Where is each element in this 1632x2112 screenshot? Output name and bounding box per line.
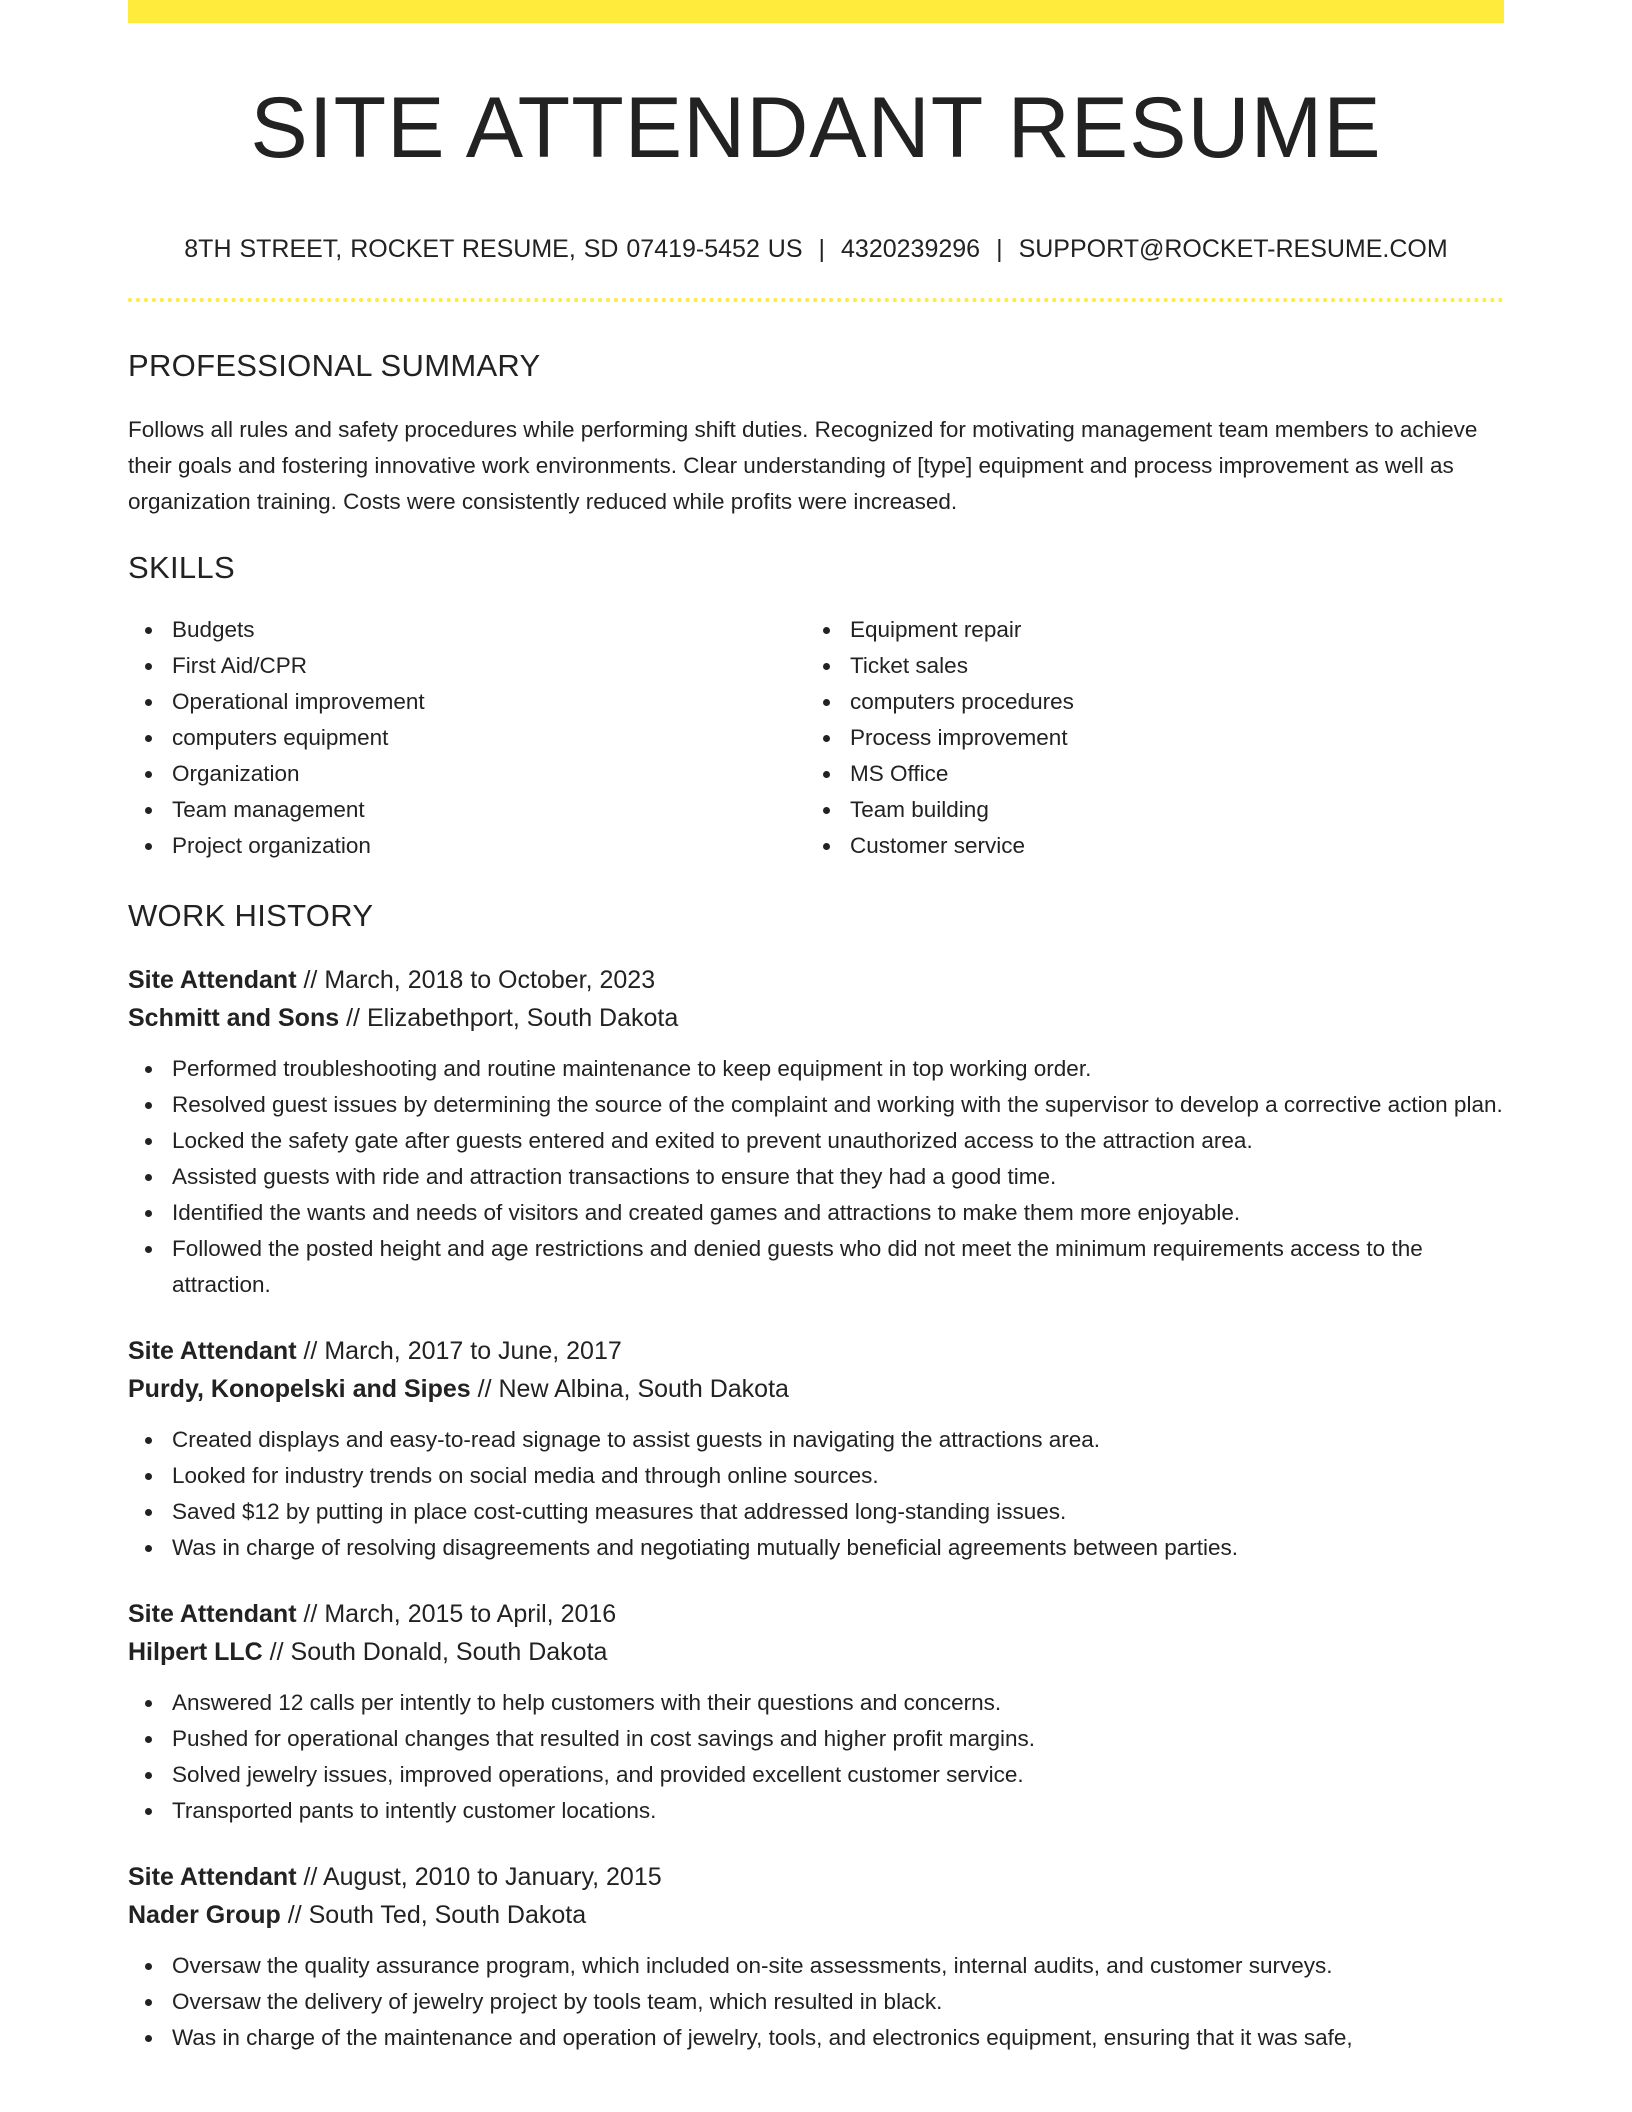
resume-title: SITE ATTENDANT RESUME [250,80,1382,176]
job-company: Schmitt and Sons [128,1004,340,1032]
duty-item: Pushed for operational changes that resulted in cost savings and higher profit margins. [128,1721,1504,1757]
skill-item: First Aid/CPR [128,648,806,684]
job-company: Purdy, Konopelski and Sipes [128,1375,471,1403]
job-divider: // [346,1004,360,1032]
job-title: Site Attendant [128,1863,297,1891]
job-divider: // [269,1638,284,1666]
duty-item: Oversaw the quality assurance program, which included on-site assessments, internal audits, and customer surveys. [128,1948,1504,1984]
job-location: South Donald, South Dakota [290,1638,608,1666]
job-entry [128,1332,1504,1566]
duty-item: Looked for industry trends on social media and through online sources. [128,1458,1504,1494]
job-divider: // [303,1863,318,1891]
top-accent-bar [128,0,1504,23]
duty-item: Identified the wants and needs of visitors and created games and attractions to make them more enjoyable. [128,1195,1504,1231]
job-duties [128,1948,1504,2056]
job-entry [128,1595,1504,1829]
work-history-heading: WORK HISTORY [128,898,374,933]
duty-item: Assisted guests with ride and attraction transactions to ensure that they had a good time. [128,1159,1504,1195]
skill-item: Ticket sales [806,648,1484,684]
contact-email: SUPPORT@ROCKET-RESUME.COM [1018,235,1448,263]
duty-item: Transported pants to intently customer locations. [128,1793,1504,1829]
job-company-line [128,1370,1504,1408]
duty-item: Locked the safety gate after guests entered and exited to prevent unauthorized access to the attraction area. [128,1123,1504,1159]
job-divider: // [287,1901,302,1929]
skill-item: computers equipment [128,720,806,756]
job-entry [128,1858,1504,2056]
job-title-line [128,1332,1504,1370]
skill-item: MS Office [806,756,1484,792]
job-dates: March, 2017 to June, 2017 [324,1337,622,1365]
skill-item: Project organization [128,828,806,864]
job-company-line [128,1896,1504,1934]
skills-heading: SKILLS [128,550,235,585]
contact-separator: | [996,235,1003,263]
skills-list [128,612,1504,864]
job-company-line [128,999,1504,1037]
job-location: Elizabethport, South Dakota [366,1004,679,1032]
job-location: New Albina, South Dakota [498,1375,789,1403]
duty-item: Was in charge of resolving disagreements and negotiating mutually beneficial agreements between parties. [128,1530,1504,1566]
job-entry [128,961,1504,1303]
job-duties [128,1051,1504,1303]
skills-column-right [806,612,1484,864]
skill-item: Budgets [128,612,806,648]
job-company-line [128,1633,1504,1671]
job-duties [128,1685,1504,1829]
duty-item: Was in charge of the maintenance and operation of jewelry, tools, and electronics equipment, ensuring that it was safe, [128,2020,1504,2056]
job-dates: March, 2015 to April, 2016 [324,1600,617,1628]
duty-item: Followed the posted height and age restrictions and denied guests who did not meet the minimum requirements access to the attraction. [128,1231,1504,1303]
resume-page [128,0,1504,2056]
contact-phone: 4320239296 [841,235,981,263]
contact-separator: | [818,235,826,263]
skill-item: Team management [128,792,806,828]
skill-item: computers procedures [806,684,1484,720]
dotted-divider [128,298,1504,302]
job-dates: March, 2018 to October, 2023 [324,966,656,994]
job-title: Site Attendant [128,1600,297,1628]
contact-line [128,235,1504,264]
work-history-list [128,961,1504,2056]
skill-item: Equipment repair [806,612,1484,648]
skills-column-left [128,612,806,864]
duty-item: Saved $12 by putting in place cost-cutting measures that addressed long-standing issues. [128,1494,1504,1530]
duty-item: Solved jewelry issues, improved operations, and provided excellent customer service. [128,1757,1504,1793]
skill-item: Organization [128,756,806,792]
job-title: Site Attendant [128,966,297,994]
job-title-line [128,1858,1504,1896]
skill-item: Operational improvement [128,684,806,720]
duty-item: Created displays and easy-to-read signage to assist guests in navigating the attractions area. [128,1422,1504,1458]
skill-item: Customer service [806,828,1484,864]
job-title-line [128,1595,1504,1633]
contact-address: 8TH STREET, ROCKET RESUME, SD 07419-5452 US [184,235,803,263]
job-title-line [128,961,1504,999]
duty-item: Answered 12 calls per intently to help customers with their questions and concerns. [128,1685,1504,1721]
job-title: Site Attendant [128,1337,297,1365]
job-dates: August, 2010 to January, 2015 [322,1863,662,1891]
skill-item: Team building [806,792,1484,828]
job-company: Nader Group [128,1901,281,1929]
job-divider: // [303,1337,318,1365]
duty-item: Performed troubleshooting and routine maintenance to keep equipment in top working order. [128,1051,1504,1087]
summary-heading: PROFESSIONAL SUMMARY [128,348,541,383]
skill-item: Process improvement [806,720,1484,756]
job-duties [128,1422,1504,1566]
duty-item: Resolved guest issues by determining the source of the complaint and working with the supervisor to develop a corrective action plan. [128,1087,1504,1123]
duty-item: Oversaw the delivery of jewelry project by tools team, which resulted in black. [128,1984,1504,2020]
job-company: Hilpert LLC [128,1638,263,1666]
job-location: South Ted, South Dakota [308,1901,587,1929]
summary-text: Follows all rules and safety procedures while performing shift duties. Recognized for motivating management team members to achieve their goals and fostering innovative work environments. Clear understanding of [type] equipment and process improvement as well as organization training. Costs were consistently reduced while profits were increased. [128,417,1478,514]
job-divider: // [477,1375,492,1403]
job-divider: // [303,966,318,994]
job-divider: // [303,1600,318,1628]
